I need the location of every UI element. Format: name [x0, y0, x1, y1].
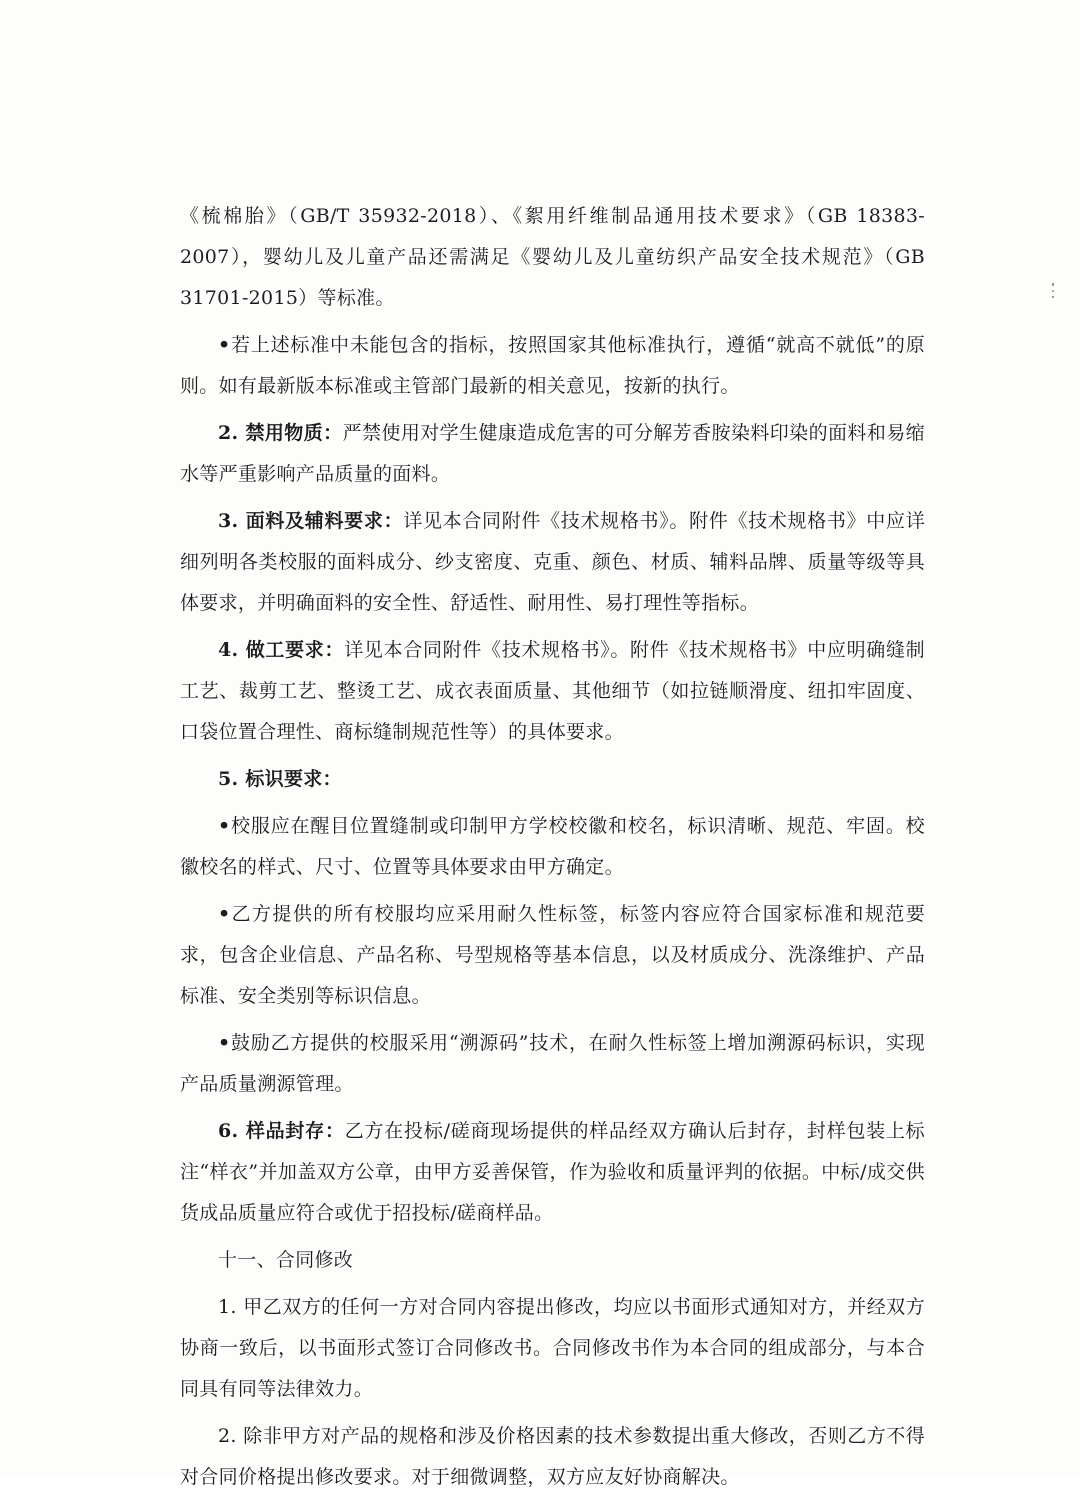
clause-heading: 4. 做工要求： — [218, 639, 345, 661]
paragraph-fabric-requirements — [180, 501, 925, 624]
paragraph-text: 严禁使用对学生健康造成危害的可分解芳香胺染料印染的面料和易缩水等严重影响产品质量的面料。 — [180, 422, 925, 485]
bullet-dot: • — [218, 1032, 231, 1054]
document-body — [180, 196, 925, 1504]
paragraph-modification-2 — [180, 1416, 925, 1498]
paragraph-text: 《梳棉胎》（GB/T 35932-2018）、《絮用纤维制品通用技术要求》（GB 18383-2007），婴幼儿及儿童产品还需满足《婴幼儿及儿童纺织产品安全技术规范》（GB 31701-2015）等标准。 — [180, 205, 925, 309]
paragraph-sample-sealing — [180, 1111, 925, 1234]
paragraph-marking-label — [180, 894, 925, 1017]
paragraph-text: 详见本合同附件《技术规格书》。附件《技术规格书》中应详细列明各类校服的面料成分、纱支密度、克重、颜色、材质、辅料品牌、质量等级等具体要求，并明确面料的安全性、舒适性、耐用性、易打理性等指标。 — [180, 510, 925, 614]
paragraph-modification-1 — [180, 1287, 925, 1410]
paragraph-text: 详见本合同附件《技术规格书》。附件《技术规格书》中应明确缝制工艺、裁剪工艺、整烫工艺、成衣表面质量、其他细节（如拉链顺滑度、纽扣牢固度、口袋位置合理性、商标缝制规范性等）的具体要求。 — [180, 639, 925, 743]
clause-heading: 2. 禁用物质： — [218, 422, 343, 444]
paragraph-text: 1. 甲乙双方的任何一方对合同内容提出修改，均应以书面形式通知对方，并经双方协商一致后，以书面形式签订合同修改书。合同修改书作为本合同的组成部分，与本合同具有同等法律效力。 — [180, 1296, 925, 1400]
paragraph-higher-standard — [180, 325, 925, 407]
paragraph-text: 若上述标准中未能包含的指标，按照国家其他标准执行，遵循“就高不就低”的原则。如有最新版本标准或主管部门最新的相关意见，按新的执行。 — [180, 334, 925, 397]
paragraph-banned-substances — [180, 413, 925, 495]
bullet-dot: • — [218, 903, 231, 925]
paragraph-text: 2. 除非甲方对产品的规格和涉及价格因素的技术参数提出重大修改，否则乙方不得对合同价格提出修改要求。对于细微调整，双方应友好协商解决。 — [180, 1425, 925, 1488]
paragraph-standards-continued — [180, 196, 925, 319]
paragraph-text: 校服应在醒目位置缝制或印制甲方学校校徽和校名，标识清晰、规范、牢固。校徽校名的样式、尺寸、位置等具体要求由甲方确定。 — [180, 815, 925, 878]
bullet-dot: • — [218, 334, 231, 356]
paragraph-marking-badge — [180, 806, 925, 888]
section-heading-contract-modification — [180, 1240, 925, 1281]
paragraph-workmanship — [180, 630, 925, 753]
clause-heading: 6. 样品封存： — [218, 1120, 345, 1142]
scan-speck — [1052, 283, 1054, 301]
paragraph-marking-title — [180, 759, 925, 800]
clause-heading: 3. 面料及辅料要求： — [218, 510, 404, 532]
clause-heading: 5. 标识要求： — [218, 768, 342, 790]
paragraph-marking-trace — [180, 1023, 925, 1105]
paragraph-text: 乙方在投标/磋商现场提供的样品经双方确认后封存，封样包装上标注“样衣”并加盖双方公章，由甲方妥善保管，作为验收和质量评判的依据。中标/成交供货成品质量应符合或优于招投标/磋商样品。 — [180, 1120, 925, 1224]
bullet-dot: • — [218, 815, 231, 837]
section-heading-text: 十一、合同修改 — [218, 1249, 354, 1271]
paragraph-text: 乙方提供的所有校服均应采用耐久性标签，标签内容应符合国家标准和规范要求，包含企业信息、产品名称、号型规格等基本信息，以及材质成分、洗涤维护、产品标准、安全类别等标识信息。 — [180, 903, 925, 1007]
paragraph-text: 鼓励乙方提供的校服采用“溯源码”技术，在耐久性标签上增加溯源码标识，实现产品质量溯源管理。 — [180, 1032, 925, 1095]
